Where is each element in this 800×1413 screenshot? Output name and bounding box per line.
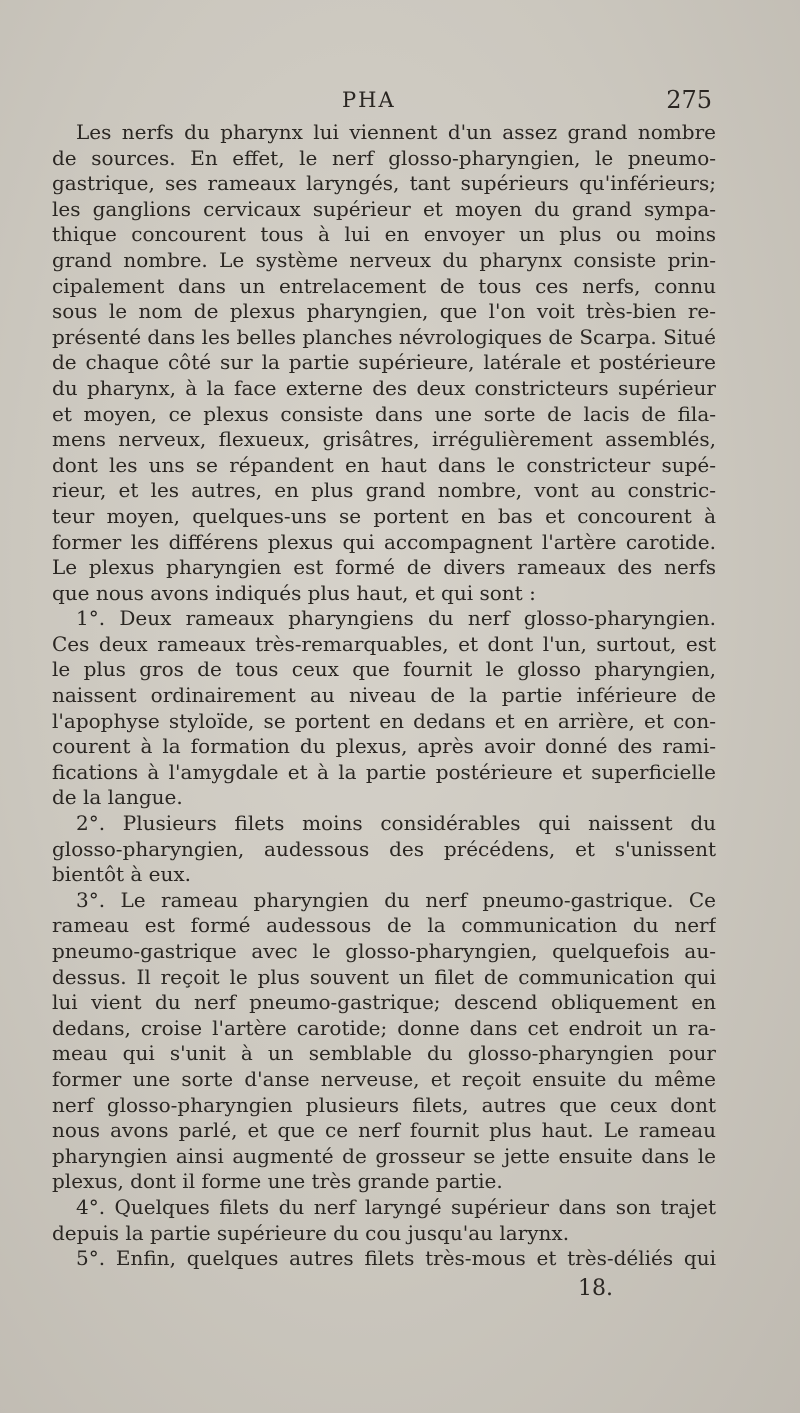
text-line: rameau est formé audessous de la communication du nerf	[52, 913, 716, 938]
text-line: Les nerfs du pharynx lui viennent d'un assez grand nombre	[76, 120, 716, 144]
text-line: mens nerveux, flexueux, grisâtres, irrégulièrement assemblés,	[52, 427, 716, 452]
text-line: 1°. Deux rameaux pharyngiens du nerf glosso-pharyngien.	[76, 606, 716, 631]
text-line: gastrique, ses rameaux laryngés, tant supérieurs qu'inférieurs;	[52, 171, 716, 196]
text-line: former une sorte d'anse nerveuse, et reçoit ensuite du même	[52, 1066, 716, 1091]
text-line: Ces deux rameaux très-remarquables, et dont l'un, surtout, est	[52, 631, 716, 656]
text-line: lui vient du nerf pneumo-gastrique; descend obliquement en	[52, 990, 716, 1015]
text-line: thique concourent tous à lui en envoyer un plus ou moins	[52, 222, 716, 247]
text-line: grand nombre. Le système nerveux du pharynx consiste prin-	[52, 247, 716, 272]
text-line: sous le nom de plexus pharyngien, que l'on voit très-bien re-	[52, 299, 716, 324]
text-line: cipalement dans un entrelacement de tous ces nerfs, connu	[52, 273, 716, 298]
text-line: de chaque côté sur la partie supérieure, latérale et postérieure	[52, 350, 716, 375]
text-line: fications à l'amygdale et à la partie postérieure et superficielle	[52, 759, 716, 784]
text-line: naissent ordinairement au niveau de la partie inférieure de	[52, 683, 716, 708]
text-line: les ganglions cervicaux supérieur et moyen du grand sympa-	[52, 196, 716, 221]
text-line: teur moyen, quelques-uns se portent en bas et concourent à	[52, 503, 716, 528]
text-line: et moyen, ce plexus consiste dans une sorte de lacis de fila-	[52, 401, 716, 426]
text-line: bientôt à eux.	[52, 862, 192, 887]
text-line: l'apophyse styloïde, se portent en dedans et en arrière, et con-	[52, 708, 716, 733]
running-head: PHA	[342, 88, 396, 112]
text-line: dessus. Il reçoit le plus souvent un filet de communication qui	[52, 964, 716, 989]
page-header	[52, 82, 712, 118]
text-line: de sources. En effet, le nerf glosso-pharyngien, le pneumo-	[52, 145, 716, 170]
text-line: meau qui s'unit à un semblable du glosso-pharyngien pour	[52, 1041, 716, 1066]
text-line: rieur, et les autres, en plus grand nombre, vont au constric-	[52, 478, 716, 503]
body-text	[52, 120, 716, 1272]
text-line: pharyngien ainsi augmenté de grosseur se jette ensuite dans le	[52, 1143, 716, 1168]
text-line: courent à la formation du plexus, après avoir donné des rami-	[52, 734, 716, 759]
text-line: du pharynx, à la face externe des deux constricteurs supérieur	[52, 375, 716, 400]
page-number: 275	[666, 86, 712, 114]
text-line: dont les uns se répandent en haut dans le constricteur supé-	[52, 452, 716, 477]
text-line: 5°. Enfin, quelques autres filets très-mous et très-déliés qui	[76, 1246, 716, 1271]
text-line: glosso-pharyngien, audessous des précédens, et s'unissent	[52, 836, 716, 861]
text-line: nous avons parlé, et que ce nerf fournit plus haut. Le rameau	[52, 1118, 716, 1143]
text-line: présenté dans les belles planches névrologiques de Scarpa. Situé	[52, 324, 716, 349]
text-line: pneumo-gastrique avec le glosso-pharyngien, quelquefois au-	[52, 939, 716, 963]
text-line: 2°. Plusieurs filets moins considérables qui naissent du	[76, 811, 716, 836]
text-line: de la langue.	[52, 785, 183, 810]
text-line: 4°. Quelques filets du nerf laryngé supérieur dans son trajet	[76, 1194, 716, 1219]
text-line: Le plexus pharyngien est formé de divers rameaux des nerfs	[52, 555, 716, 580]
text-line: nerf glosso-pharyngien plusieurs filets, autres que ceux dont	[52, 1092, 716, 1117]
text-line: plexus, dont il forme une très grande partie.	[52, 1169, 503, 1194]
signature-mark: 18.	[578, 1276, 613, 1301]
text-line: dedans, croise l'artère carotide; donne dans cet endroit un ra-	[52, 1015, 716, 1040]
text-line: que nous avons indiqués plus haut, et qui sont :	[52, 580, 536, 605]
text-line: le plus gros de tous ceux que fournit le glosso pharyngien,	[52, 657, 716, 682]
text-line: 3°. Le rameau pharyngien du nerf pneumo-gastrique. Ce	[76, 887, 716, 912]
text-line: depuis la partie supérieure du cou jusqu'au larynx.	[52, 1220, 570, 1245]
text-line: former les différens plexus qui accompagnent l'artère carotide.	[52, 529, 716, 554]
